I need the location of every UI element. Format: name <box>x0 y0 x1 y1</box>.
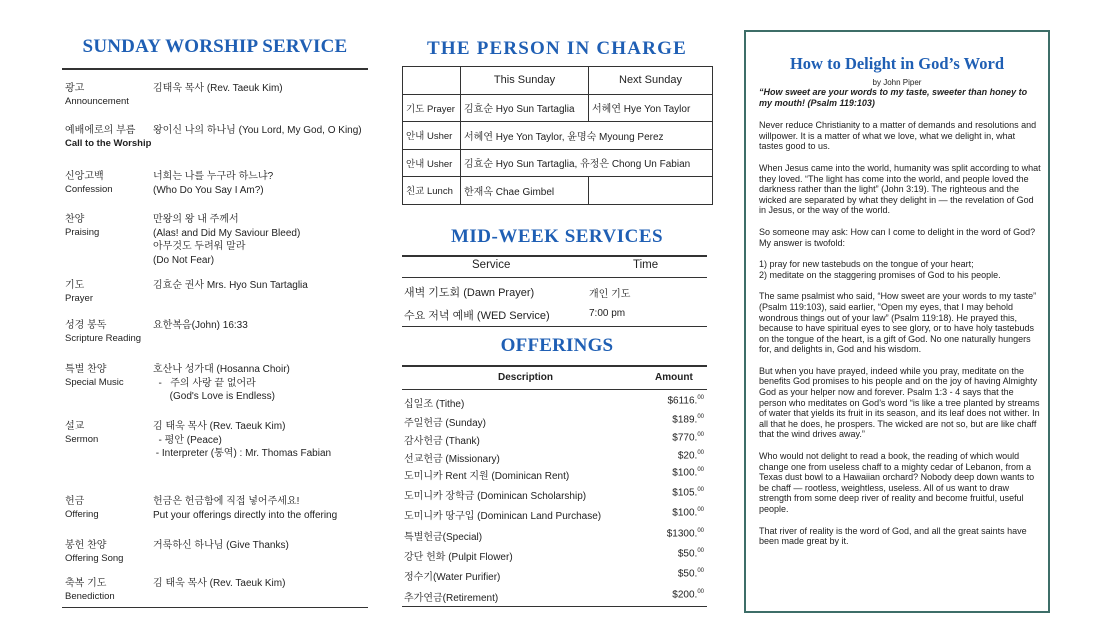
worship-item-korean: 특별 찬양 <box>65 364 107 375</box>
worship-item-detail <box>153 170 373 197</box>
article-paragraph: Who would not delight to read a book, the reading of which would change one from useless chaff to a mighty cedar of Lebanon, from a Texas dust bowl to a Hawaiian orchard? Nobody deep down wants to be chaff — rootless, weightless, useless. All of us want to draw strength from some deep river of reality and become fruitful, useful people. <box>759 451 1035 514</box>
offering-row <box>404 568 704 582</box>
worship-item-detail <box>153 279 373 293</box>
detail-line: 김태욱 목사 (Rev. Taeuk Kim) <box>153 83 283 94</box>
midweek-title: MID-WEEK SERVICES <box>450 226 664 247</box>
offering-amount-cents: 00 <box>697 487 704 493</box>
detail-line: - 평안 (Peace) <box>153 434 222 446</box>
time-header: Time <box>633 259 659 271</box>
worship-item-korean: 헌금 <box>65 496 85 507</box>
service-header: Service <box>472 259 511 271</box>
midweek-service: 수요 저녁 예배 (WED Service) <box>404 310 550 322</box>
offering-amount-dollars: $100. <box>672 467 698 479</box>
detail-line: 만왕의 왕 내 주께서 <box>153 214 239 225</box>
worship-item-detail <box>153 124 373 138</box>
worship-item-detail <box>153 363 373 404</box>
amount-header: Amount <box>655 372 693 383</box>
worship-item-english: Praising <box>65 227 100 238</box>
offering-amount-dollars: $20. <box>677 450 698 462</box>
offering-row <box>404 467 704 481</box>
worship-title: SUNDAY WORSHIP SERVICE <box>82 36 348 57</box>
midweek-top-rule <box>402 255 707 257</box>
offering-row <box>404 487 704 501</box>
worship-item-korean: 광고 <box>65 83 85 94</box>
offerings-bottom-rule <box>402 606 707 607</box>
detail-line: 헌금은 헌금함에 직접 넣어주세요! <box>153 496 300 507</box>
charge-role: 안내 Usher <box>403 122 461 150</box>
offering-amount-cents: 00 <box>697 548 704 554</box>
worship-item-detail <box>153 213 373 267</box>
offering-row <box>404 414 704 428</box>
worship-item-english: Benediction <box>65 591 115 602</box>
charge-this-sunday: 김효순 Hyo Sun Tartaglia <box>461 94 589 122</box>
offering-row <box>404 589 704 603</box>
offering-amount <box>678 450 704 461</box>
detail-line: 호산나 성가대 (Hosanna Choir) <box>153 364 290 375</box>
worship-item-english: Call to the Worship <box>65 138 152 149</box>
charge-row <box>403 177 713 205</box>
detail-line: - Interpreter (통역) : Mr. Thomas Fabian <box>153 448 332 459</box>
offering-amount-dollars: $189. <box>672 414 698 426</box>
offering-amount-cents: 00 <box>697 432 704 438</box>
article-paragraph: Never reduce Christianity to a matter of demands and resolutions and willpower. It is a matter of what we love, what we delight in, what tastes good to us. <box>759 120 1037 152</box>
worship-item-korean: 봉헌 찬양 <box>65 540 107 551</box>
offering-description: 감사헌금 (Thank) <box>404 436 480 447</box>
offering-row <box>404 507 704 521</box>
detail-line: Put your offerings directly into the offering <box>153 509 338 521</box>
article-title: How to Delight in God’s Word <box>789 54 1005 73</box>
next-sunday-header: Next Sunday <box>589 67 713 95</box>
midweek-header-rule <box>402 277 707 278</box>
offering-amount-dollars: $770. <box>672 432 698 444</box>
offering-amount-cents: 00 <box>697 395 704 401</box>
detail-line: (Alas! and Did My Saviour Bleed) <box>153 227 301 239</box>
offering-amount-dollars: $105. <box>672 487 698 499</box>
offering-amount-cents: 00 <box>697 528 704 534</box>
offering-description: 도미니카 땅구입 (Dominican Land Purchase) <box>404 511 602 522</box>
worship-item-detail <box>153 319 373 333</box>
charge-row <box>403 122 713 150</box>
detail-line: 아무것도 두려워 말라 <box>153 241 246 252</box>
midweek-time: 개인 기도 <box>589 289 631 300</box>
detail-line: (God's Love is Endless) <box>153 391 275 402</box>
worship-item-english: Sermon <box>65 434 99 445</box>
charge-next-sunday <box>589 177 713 205</box>
worship-item-detail <box>153 82 373 96</box>
person-in-charge-title: THE PERSON IN CHARGE <box>427 38 687 59</box>
offering-amount-dollars: $100. <box>672 507 698 519</box>
worship-item-korean: 예배에로의 부름 <box>65 125 136 136</box>
offering-description: 강단 헌화 (Pulpit Flower) <box>404 552 513 563</box>
person-in-charge-table <box>402 66 713 205</box>
offerings-header-rule <box>402 389 707 390</box>
worship-item-english: Prayer <box>65 293 93 304</box>
offering-amount <box>667 395 704 406</box>
worship-item-korean: 설교 <box>65 421 85 432</box>
worship-item-korean: 성경 봉독 <box>65 320 107 331</box>
charge-role: 친교 Lunch <box>403 177 461 205</box>
detail-line: 왕이신 나의 하나님 (You Lord, My God, O King) <box>153 125 362 136</box>
worship-item-detail <box>153 577 373 591</box>
detail-line: - 주의 사랑 끝 없어라 <box>153 377 256 389</box>
article-paragraph: So someone may ask: How can I come to delight in the word of God? My answer is twofold: <box>759 226 1036 248</box>
offering-amount-cents: 00 <box>697 568 704 574</box>
worship-item-detail <box>153 495 373 522</box>
offering-amount-cents: 00 <box>697 467 704 473</box>
article-paragraph: 1) pray for new tastebuds on the tongue of your heart; 2) meditate on the staggering promises of God to his people. <box>759 259 1001 280</box>
offering-description: 주일헌금 (Sunday) <box>404 418 486 429</box>
worship-item-english: Scripture Reading <box>65 333 142 344</box>
offering-description: 특별헌금(Special) <box>404 532 483 543</box>
offering-description: 추가연금(Retirement) <box>404 593 499 604</box>
worship-bottom-rule <box>62 607 368 608</box>
charge-row <box>403 149 713 177</box>
offering-row <box>404 450 704 464</box>
worship-item-korean: 기도 <box>65 280 85 291</box>
charge-next-sunday: 서혜연 Hye Yon Taylor <box>589 94 713 122</box>
charge-this-sunday: 한재옥 Chae Gimbel <box>461 177 589 205</box>
offering-amount-cents: 00 <box>697 589 704 595</box>
detail-line: 요한복음(John) 16:33 <box>153 320 248 331</box>
detail-line: 너희는 나를 누구라 하느냐? <box>153 171 274 182</box>
offering-amount-dollars: $200. <box>672 589 698 601</box>
charge-this-sunday: 서혜연 Hye Yon Taylor, 윤명숙 Myoung Perez <box>461 122 713 150</box>
charge-role: 기도 Prayer <box>403 94 461 122</box>
description-header: Description <box>498 372 554 383</box>
offering-description: 도미니카 Rent 지원 (Dominican Rent) <box>404 471 570 482</box>
offerings-title: OFFERINGS <box>500 335 614 356</box>
article-quote: “How sweet are your words to my taste, sweeter than honey to my mouth! (Psalm 119:103) <box>759 87 1028 108</box>
detail-line: 김효순 권사 Mrs. Hyo Sun Tartaglia <box>153 280 308 291</box>
offering-amount-dollars: $6116. <box>667 395 698 407</box>
article-body <box>759 87 1041 558</box>
offering-amount <box>672 507 704 518</box>
offering-amount <box>672 432 704 443</box>
offering-amount-cents: 00 <box>697 414 704 420</box>
this-sunday-header: This Sunday <box>461 67 589 95</box>
worship-item-english: Announcement <box>65 96 129 107</box>
charge-row <box>403 94 713 122</box>
midweek-time: 7:00 pm <box>589 308 626 319</box>
charge-corner-cell <box>403 67 461 95</box>
offering-row <box>404 528 704 542</box>
worship-item-korean: 찬양 <box>65 214 85 225</box>
detail-line: 거룩하신 하나님 (Give Thanks) <box>153 540 289 551</box>
offering-description: 선교헌금 (Missionary) <box>404 454 500 465</box>
offering-amount <box>672 487 704 498</box>
article-box <box>744 30 1050 613</box>
midweek-bottom-rule <box>402 326 707 327</box>
worship-item-korean: 신앙고백 <box>65 171 104 182</box>
worship-item-english: Special Music <box>65 377 124 388</box>
charge-header-row <box>403 67 713 95</box>
worship-item-english: Confession <box>65 184 113 195</box>
worship-item-korean: 축복 기도 <box>65 578 107 589</box>
worship-top-rule <box>62 68 368 70</box>
offering-amount-dollars: $50. <box>677 548 698 560</box>
detail-line: (Who Do You Say I Am?) <box>153 184 264 196</box>
offering-amount <box>678 548 704 559</box>
offering-description: 도미니카 장학금 (Dominican Scholarship) <box>404 491 587 502</box>
worship-item-english: Offering <box>65 509 99 520</box>
worship-item-detail <box>153 420 373 461</box>
offering-amount <box>672 467 704 478</box>
offering-amount-cents: 00 <box>697 507 704 513</box>
article-paragraph: The same psalmist who said, “How sweet are your words to my taste” (Psalm 119:103), said earlier, “Open my eyes, that I may behold wondrous things out of your law” (Psalm 119:18). He prayed this, because to have spiritual eyes to see glory, or to have holy tastebuds on the tongue of the heart, is a gift of God. No one naturally hungers for, and delights in, God and his wisdom. <box>759 291 1037 355</box>
offering-amount <box>672 414 704 425</box>
offering-row <box>404 548 704 562</box>
offering-description: 십일조 (Tithe) <box>404 399 465 410</box>
offering-amount <box>678 568 704 579</box>
detail-line: (Do Not Fear) <box>153 254 215 266</box>
midweek-service: 새벽 기도회 (Dawn Prayer) <box>404 287 535 299</box>
article-paragraph: When Jesus came into the world, humanity was split according to what they loved. “The light has come into the world, and people loved the darkness rather than the light” (John 3:19). The righteous and the wicked are separated by what they delight in — the revelation of God in Jesus, or the way of the world. <box>759 162 1041 216</box>
offering-description: 정수기(Water Purifier) <box>404 572 501 583</box>
detail-line: 김 태욱 목사 (Rev. Taeuk Kim) <box>153 578 286 589</box>
article-author: by John Piper <box>872 78 922 87</box>
offering-row <box>404 432 704 446</box>
article-paragraph: But when you have prayed, indeed while you pray, meditate on the benefits God promises to his people and on the joy of having Almighty God as your helper now and forever. Psalm 1:3 - 4 says that the person who meditates on God’s word “is like a tree planted by streams of water that yields its fruit in its season, and its leaf does not wither. In all that he does, he prospers. The wicked are not so, but are like chaff that the wind drives away.” <box>759 365 1040 440</box>
article-paragraph: That river of reality is the word of God, and all the great saints have been made great by it. <box>759 525 1027 547</box>
offering-amount <box>667 528 704 539</box>
offering-amount-cents: 00 <box>697 450 704 456</box>
offering-amount <box>672 589 704 600</box>
charge-this-sunday: 김효순 Hyo Sun Tartaglia, 유정은 Chong Un Fabian <box>461 149 713 177</box>
offering-amount-dollars: $1300. <box>666 528 698 540</box>
charge-role: 안내 Usher <box>403 149 461 177</box>
offerings-top-rule <box>402 365 707 367</box>
worship-item-english: Offering Song <box>65 553 124 564</box>
offering-row <box>404 395 704 409</box>
detail-line: 김 태욱 목사 (Rev. Taeuk Kim) <box>153 421 286 432</box>
worship-item-detail <box>153 539 373 553</box>
offering-amount-dollars: $50. <box>677 568 698 580</box>
